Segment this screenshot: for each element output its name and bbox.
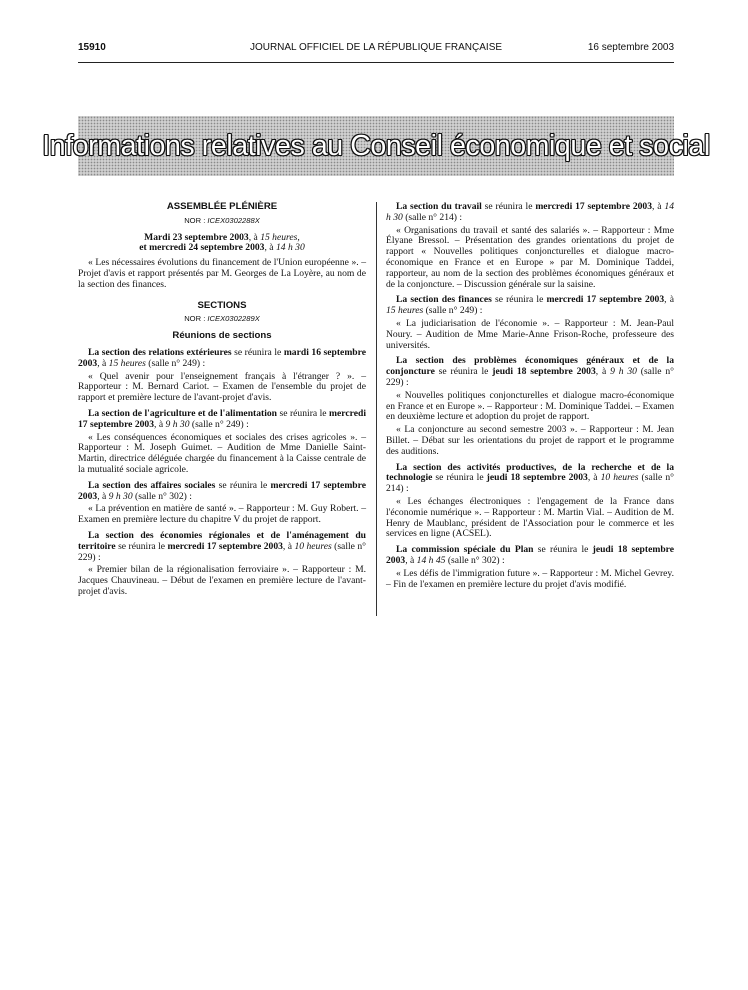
meeting-announcement: La section des affaires sociales se réunira le mercredi 17 septembre 2003, à 9 h 30 (salle n° 302) : <box>78 479 366 502</box>
meeting-agenda: « Les conséquences économiques et sociales des crises agricoles ». – Rapporteur : M. Joseph Guimet. – Audition de Mme Danielle Saint-Martin, directrice déléguée chargée du financement à la Caisse centrale de la mutualité sociale agricole. <box>78 431 366 475</box>
assembly-date-1: Mardi 23 septembre 2003, à 15 heures, <box>144 231 300 243</box>
meeting-announcement: La section des problèmes économiques généraux et de la conjoncture se réunira le jeudi 18 septembre 2003, à 9 h 30 (salle n° 229) : <box>386 355 674 388</box>
meeting-item <box>78 348 366 404</box>
assembly-nor: NOR : ICEX0302288X <box>184 215 260 225</box>
assembly-body: « Les nécessaires évolutions du financement de l'Union européenne ». – Projet d'avis et rapport présentés par M. Georges de La Loyère, au nom de la section des finances. <box>78 257 366 290</box>
meeting-agenda: « Organisations du travail et santé des salariés ». – Rapporteur : Mme Élyane Bressol. – Présentation des grandes orientations du projet de rapport « Nouvelles politiques conjoncturelles et dialogue macro-économique en France et en Europe » par M. Dominique Taddei, rapporteur, au nom de la section des problèmes économiques généraux et de la conjoncture. – Discussion générale sur la saisine. <box>386 224 674 290</box>
assembly-date-2: et mercredi 24 septembre 2003, à 14 h 30 <box>139 242 305 254</box>
banner-title: Informations relatives au Conseil économique et social <box>42 129 710 162</box>
meeting-item <box>78 531 366 598</box>
meeting-announcement: La section des activités productives, de la recherche et de la technologie se réunira le jeudi 18 septembre 2003, à 10 heures (salle n° 214) : <box>386 461 674 495</box>
meeting-agenda: « La prévention en matière de santé ». – Rapporteur : M. Guy Robert. – Examen en première lecture du chapitre V du projet de rapport. <box>78 503 366 526</box>
meeting-announcement: La section des finances se réunira le mercredi 17 septembre 2003, à 15 heures (salle n° 249) : <box>386 294 674 317</box>
issue-date: 16 septembre 2003 <box>587 42 674 53</box>
left-column <box>78 202 366 603</box>
assembly-heading: ASSEMBLÉE PLÉNIÈRE <box>166 201 278 212</box>
meeting-announcement: La section des relations extérieures se réunira le mardi 16 septembre 2003, à 15 heures (salle n° 249) : <box>78 346 366 369</box>
sections-nor: NOR : ICEX0302289X <box>184 314 260 324</box>
meeting-agenda: « Les échanges électroniques : l'engagement de la France dans l'économie numérique ». – Rapporteur : M. Martin Vial. – Audition de M. Henry de Maublanc, président de l'Association pour le commerce et les services en ligne (ACSEL). <box>386 495 674 540</box>
page-number: 15910 <box>78 42 106 53</box>
meeting-agenda: « Premier bilan de la régionalisation ferroviaire ». – Rapporteur : M. Jacques Chauvineau. – Début de l'examen en première lecture de l'avant-projet d'avis. <box>78 564 366 597</box>
meeting-agenda: « Nouvelles politiques conjoncturelles et dialogue macro-économique en France et en Europe ». – Rapporteur : M. Dominique Taddei. – Examen en deuxième lecture et adoption du projet de rapport. <box>386 389 674 423</box>
journal-title: JOURNAL OFFICIEL DE LA RÉPUBLIQUE FRANÇAISE <box>249 42 503 53</box>
meeting-item <box>386 545 674 590</box>
meeting-agenda: « La judiciarisation de l'économie ». – Rapporteur : M. Jean-Paul Noury. – Audition de Mme Marie-Anne Frison-Roche, professeure des universités. <box>386 317 674 351</box>
page-header <box>78 42 674 58</box>
meeting-announcement: La section de l'agriculture et de l'alimentation se réunira le mercredi 17 septembre 2003, à 9 h 30 (salle n° 249) : <box>78 407 366 430</box>
sections-heading: SECTIONS <box>197 299 247 311</box>
right-column <box>386 202 674 595</box>
meeting-agenda: « La conjoncture au second semestre 2003 ». – Rapporteur : M. Jean Billet. – Débat sur les orientations du projet de rapport et le programme des auditions. <box>386 424 674 457</box>
meeting-item <box>78 409 366 476</box>
meeting-agenda: « Quel avenir pour l'enseignement français à l'étranger ? ». – Rapporteur : M. Bernard Cariot. – Examen de l'ensemble du projet de rapport et première lecture de l'avant-projet d'avis. <box>78 370 366 404</box>
meeting-item <box>386 463 674 541</box>
meeting-announcement: La commission spéciale du Plan se réunira le jeudi 18 septembre 2003, à 14 h 45 (salle n° 302) : <box>386 544 674 566</box>
header-rule <box>78 62 674 63</box>
sections-subheading: Réunions de sections <box>172 330 272 342</box>
meeting-item <box>78 481 366 526</box>
meeting-item <box>386 295 674 351</box>
meeting-announcement: La section des économies régionales et de l'aménagement du territoire se réunira le mercredi 17 septembre 2003, à 10 heures (salle n° 229) : <box>78 529 366 563</box>
meeting-item <box>386 202 674 290</box>
banner <box>42 116 710 176</box>
meeting-announcement: La section du travail se réunira le mercredi 17 septembre 2003, à 14 h 30 (salle n° 214) : <box>386 201 674 223</box>
meeting-agenda: « Les défis de l'immigration future ». – Rapporteur : M. Michel Gevrey. – Fin de l'examen en première lecture du projet d'avis modifié. <box>386 567 674 590</box>
meeting-item <box>386 356 674 457</box>
column-divider <box>376 202 377 616</box>
